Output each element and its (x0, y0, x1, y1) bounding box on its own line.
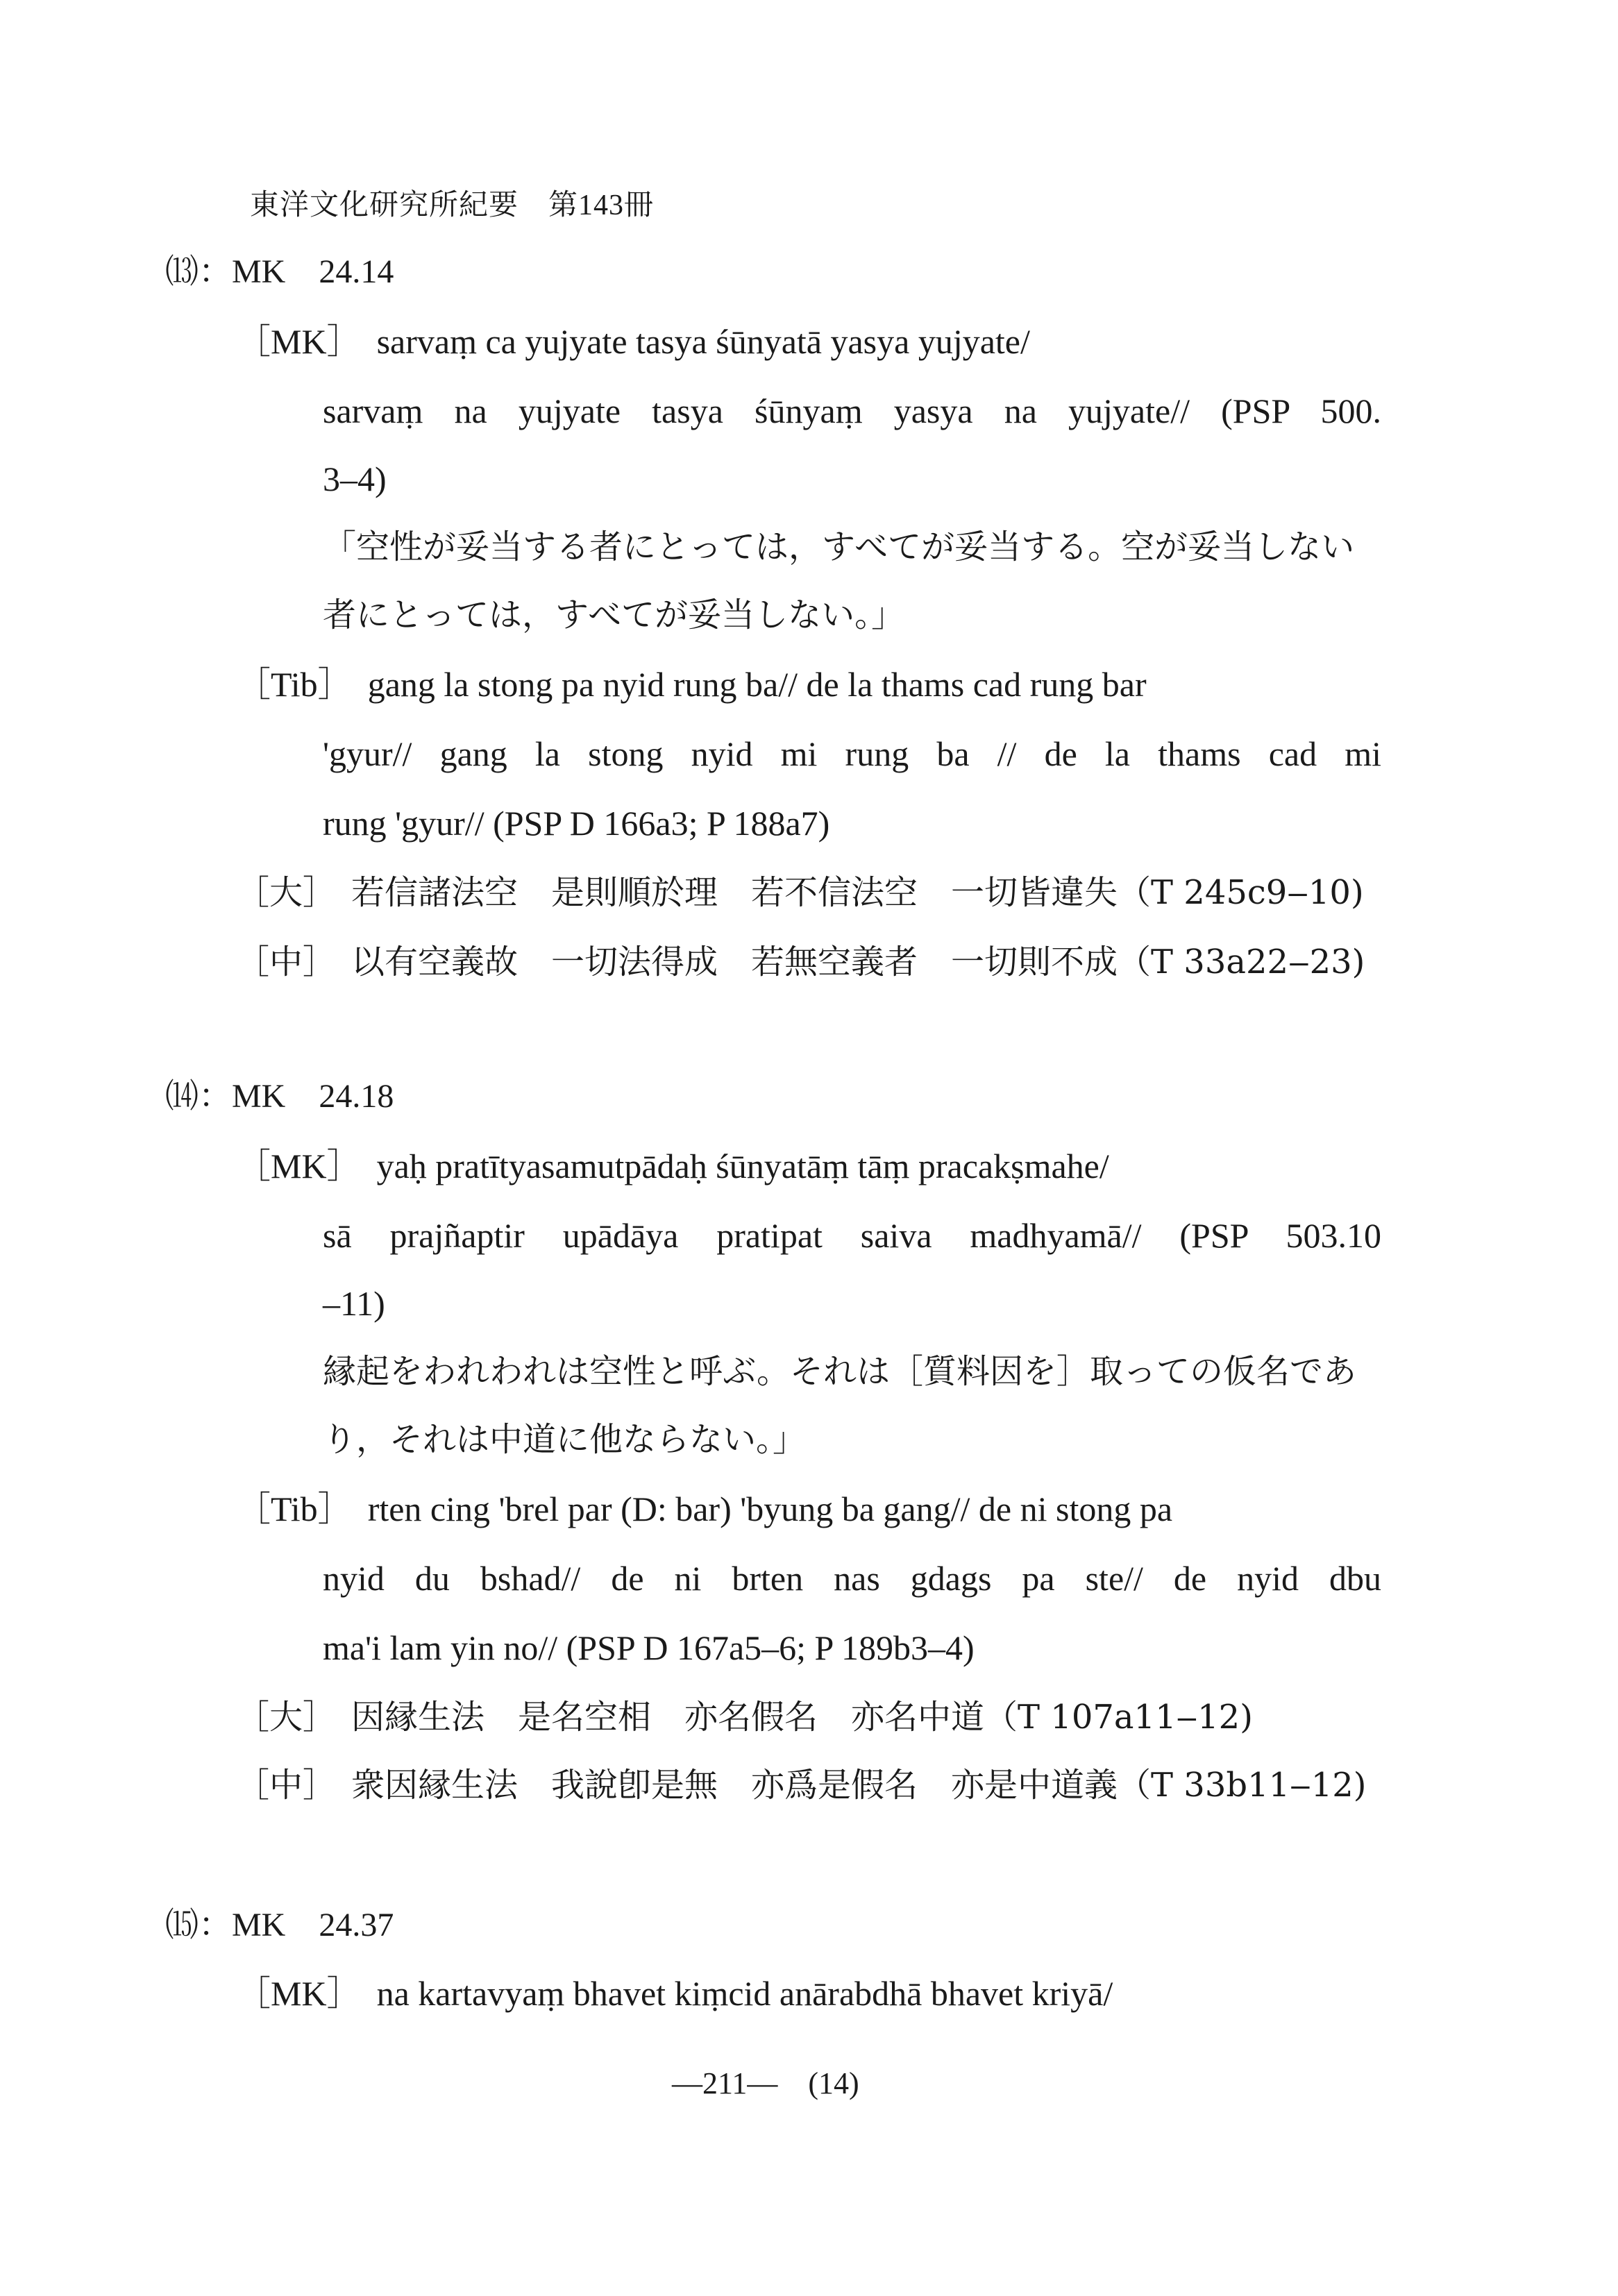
tibetan-verse-line (236, 664, 1147, 705)
da-tag: ［大］ (236, 1698, 337, 1737)
tib-text: 'gyur// gang la stong nyid mi rung ba // de la thams cad mi (323, 734, 1381, 773)
mk-text: sarvaṃ na yujyate tasya śūnyaṃ yasya na yujyate// (PSP 500. (323, 391, 1381, 430)
chinese-translation-da (236, 1696, 1253, 1738)
da-tag: ［大］ (236, 873, 337, 912)
tib-text: gang la stong pa nyid rung ba// de la thams cad rung bar (367, 665, 1147, 704)
section-heading: ⒀：MK 24.14 (165, 253, 394, 290)
chinese-translation-zhong (236, 941, 1365, 983)
zhong-text: 衆因縁生法 我說卽是無 亦爲是假名 亦是中道義（T 33b11‒12) (351, 1766, 1367, 1805)
da-text: 若信諸法空 是則順於理 若不信法空 一切皆違失（T 245c9‒10) (351, 873, 1364, 912)
da-text: 因縁生法 是名空相 亦名假名 亦名中道（T 107a11‒12) (351, 1698, 1253, 1737)
japanese-translation: 縁起をわれわれは空性と呼ぶ。それは［質料因を］取っての仮名であ (323, 1352, 1356, 1391)
mk-text: ‒11) (323, 1284, 385, 1323)
mk-text: sā prajñaptir upādāya pratipat saiva madhyamā// (PSP 503.10 (323, 1216, 1381, 1255)
japanese-translation: り，それは中道に他ならない。」 (323, 1420, 807, 1459)
mk-tag: ［MK］ (236, 1974, 362, 2013)
tib-text: rten cing 'brel par (D: bar) 'byung ba gang// de ni stong pa (367, 1489, 1173, 1528)
japanese-translation: 者にとっては，すべてが妥当しない。」 (323, 596, 905, 634)
mk-text: 3‒4) (323, 459, 387, 498)
zhong-tag: ［中］ (236, 1766, 337, 1805)
mk-verse-line (236, 1973, 1113, 2014)
mk-verse-line (236, 321, 1030, 362)
mk-tag: ［MK］ (236, 1147, 362, 1185)
zhong-text: 以有空義故 一切法得成 若無空義者 一切則不成（T 33a22‒23) (351, 943, 1365, 981)
mk-text: sarvaṃ ca yujyate tasya śūnyatā yasya yujyate/ (376, 322, 1030, 361)
tib-text: nyid du bshad// de ni brten nas gdags pa ste// de nyid dbu (323, 1559, 1381, 1598)
mk-tag: ［MK］ (236, 322, 362, 361)
tib-tag: ［Tib］ (236, 665, 353, 704)
zhong-tag: ［中］ (236, 943, 337, 981)
tib-text: rung 'gyur// (PSP D 166a3; P 188a7) (323, 804, 830, 843)
section-heading: ⒁：MK 24.18 (165, 1078, 394, 1115)
page-number: ―211― (14) (672, 2066, 859, 2100)
running-head: 東洋文化研究所紀要 第143冊 (250, 189, 655, 221)
mk-text: na kartavyaṃ bhavet kiṃcid anārabdhā bhavet kriyā/ (376, 1974, 1113, 2013)
section-heading: ⒂：MK 24.37 (165, 1907, 394, 1943)
chinese-translation-da (236, 872, 1364, 913)
mk-verse-line (236, 1145, 1109, 1187)
tibetan-verse-line (236, 1488, 1172, 1530)
tib-tag: ［Tib］ (236, 1489, 353, 1528)
japanese-translation: 「空性が妥当する者にとっては，すべてが妥当する。空が妥当しない (323, 527, 1355, 566)
tib-text: ma'i lam yin no// (PSP D 167a5‒6; P 189b3‒4) (323, 1628, 975, 1667)
mk-text: yaḥ pratītyasamutpādaḥ śūnyatāṃ tāṃ pracakṣmahe/ (376, 1147, 1109, 1185)
chinese-translation-zhong (236, 1764, 1367, 1806)
